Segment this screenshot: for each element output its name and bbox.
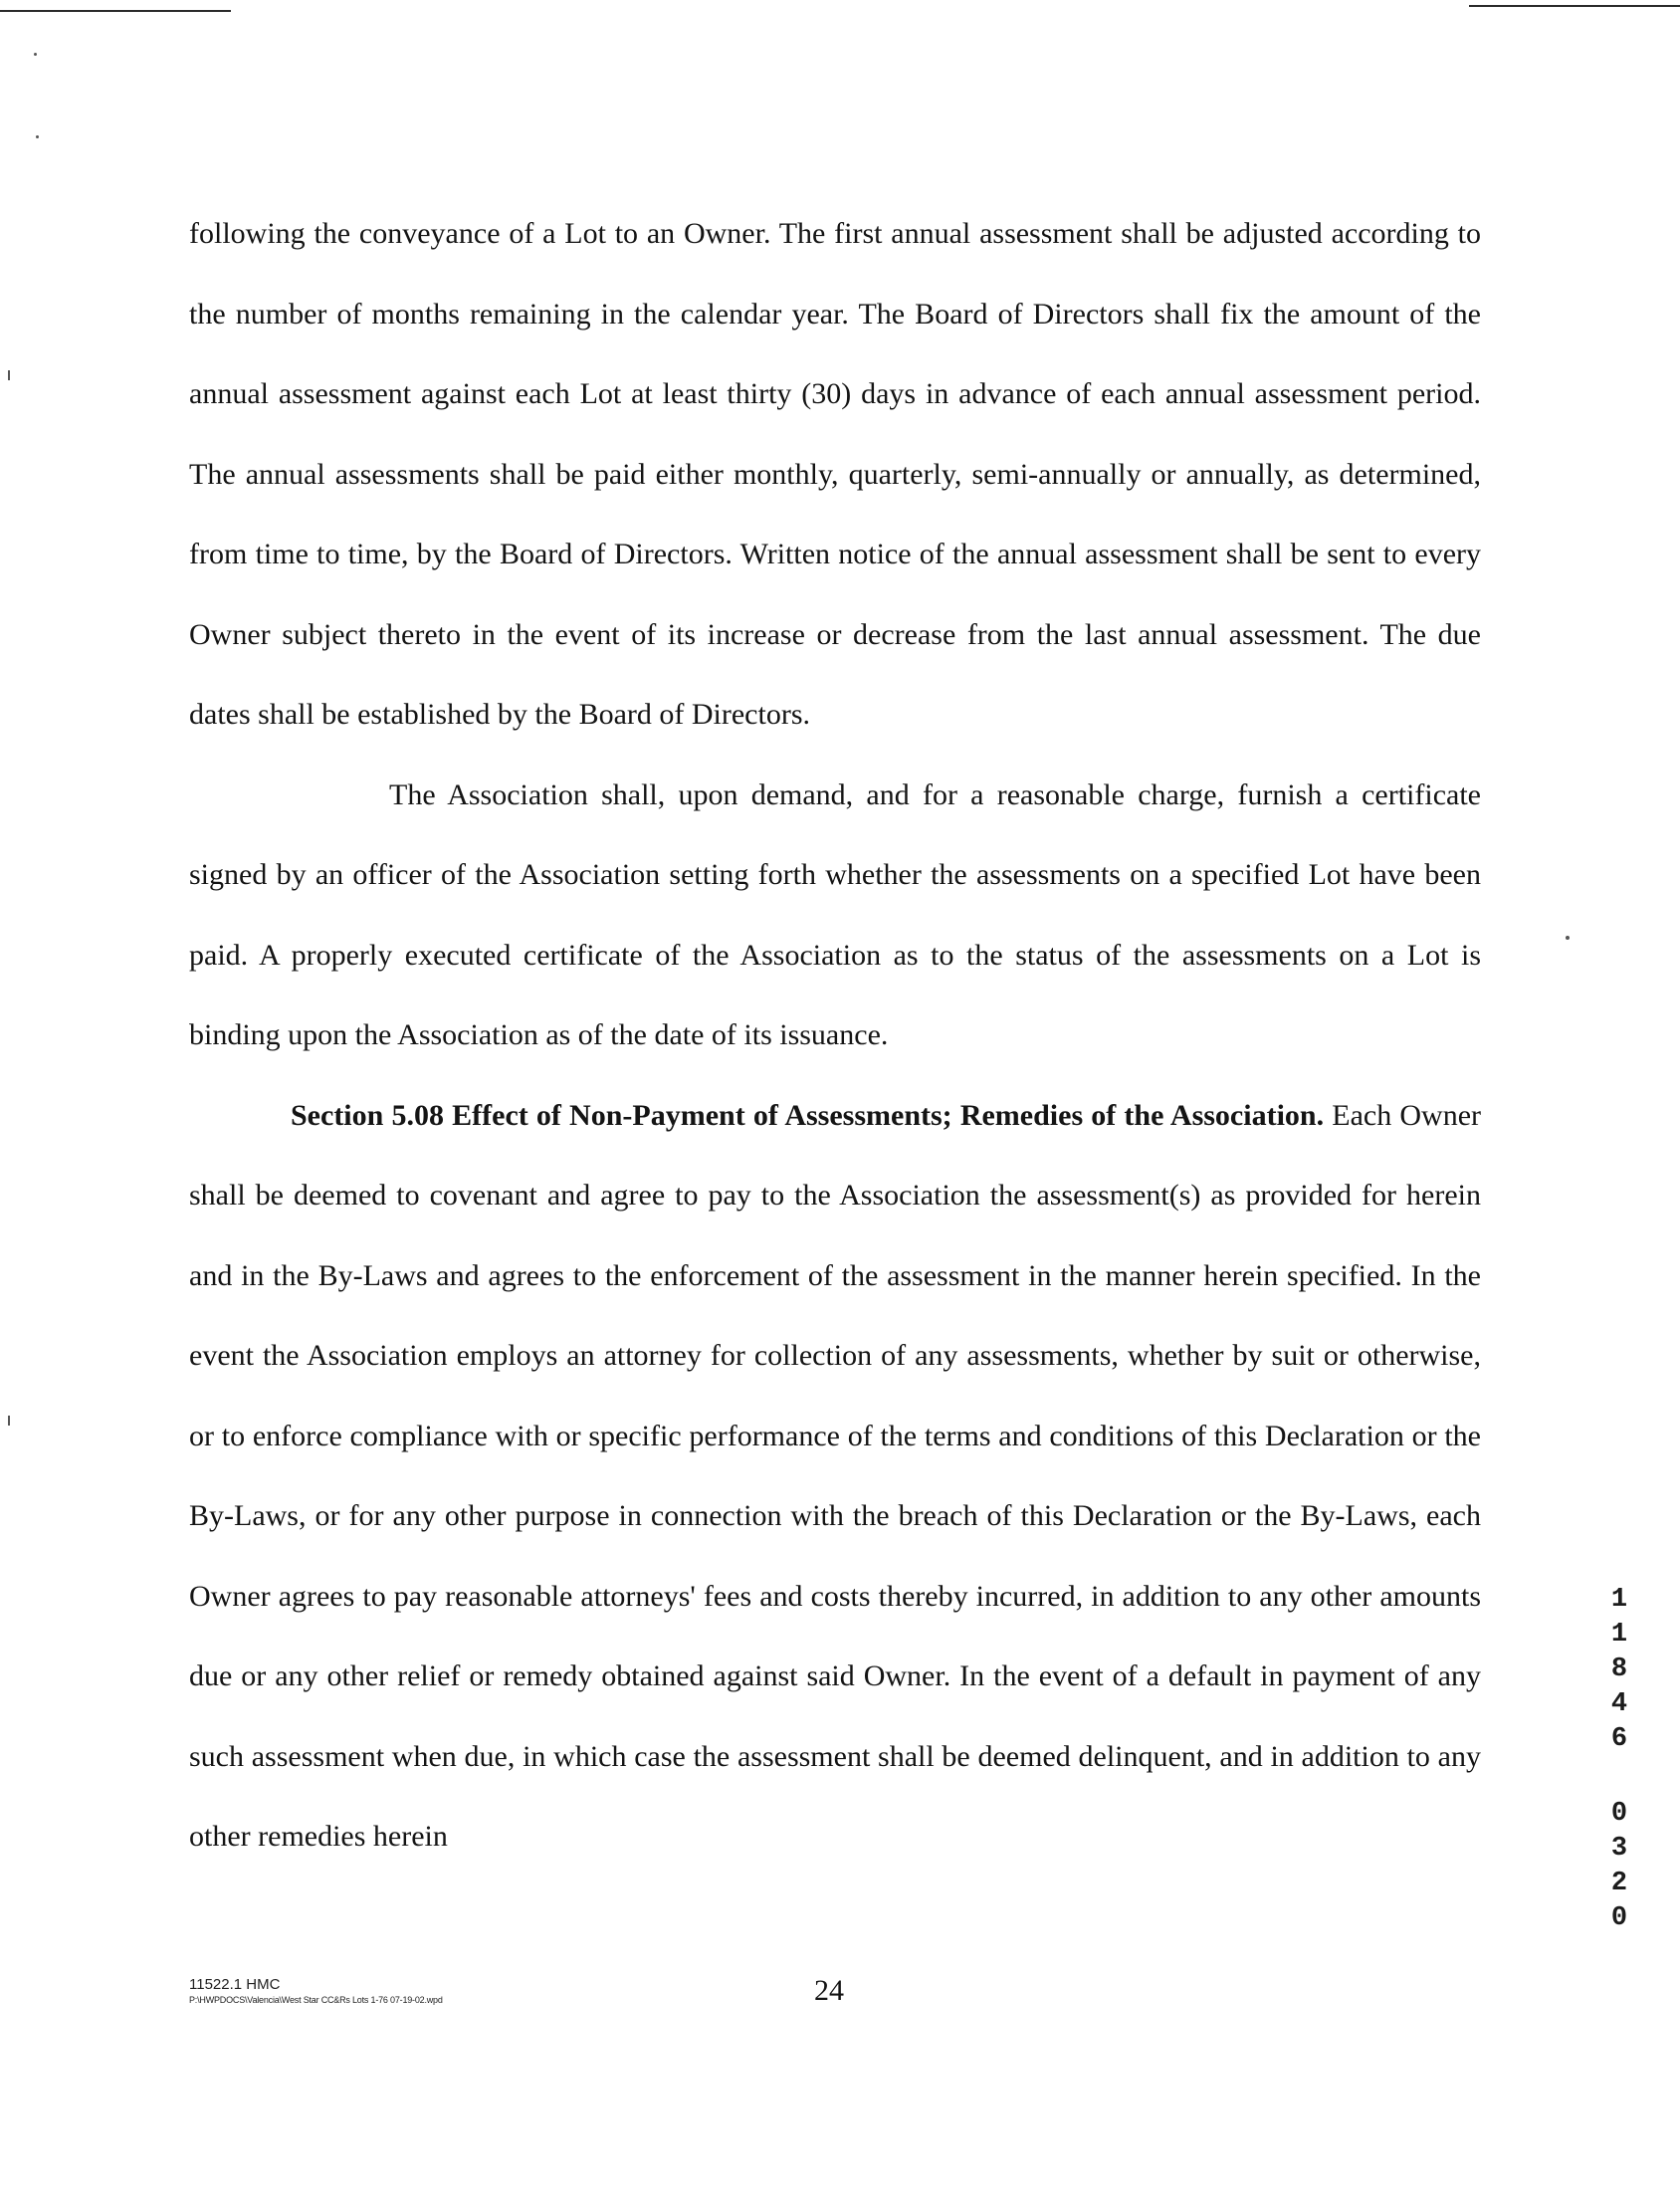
stamp-digit: 2: [1610, 1869, 1628, 1898]
stamp-digit: 8: [1610, 1655, 1628, 1684]
document-body: [189, 194, 1481, 1878]
stamp-digit: 0: [1610, 1799, 1628, 1829]
stamp-digit: 4: [1610, 1689, 1628, 1719]
paragraph-non-payment: Each Owner shall be deemed to covenant and agree to pay to the Association the assessment(s) as provided for herein and in the By-Laws and agrees to the enforcement of the assessment in the manner herein specified. In the event the Association employs an attorney for collection of any assessments, whether by suit or otherwise, or to enforce compliance with or specific performance of the terms and conditions of this Declaration or the By-Laws, or for any other purpose in connection with the breach of this Declaration or the By-Laws, each Owner agrees to pay reasonable attorneys' fees and costs thereby incurred, in addition to any other amounts due or any other relief or remedy obtained against said Owner. In the event of a default in payment of any such assessment when due, in which case the assessment shall be deemed delinquent, and in addition to any other remedies herein: [189, 1098, 1481, 1853]
section-heading: Section 5.08 Effect of Non-Payment of Assessments; Remedies of the Association.: [291, 1098, 1325, 1132]
scan-speck: [34, 53, 37, 56]
scan-speck: [8, 370, 10, 380]
page-number: 24: [814, 1974, 844, 2007]
stamp-digit: 6: [1610, 1724, 1628, 1754]
paragraph-certificate: The Association shall, upon demand, and for a reasonable charge, furnish a certificate signed by an officer of the Association setting forth whether the assessments on a specified Lot have been paid. A properly executed certificate of the Association as to the status of the assessments on a Lot is binding upon the Association as of the date of its issuance.: [189, 777, 1481, 1051]
recording-number-stamp: [1604, 1583, 1634, 1936]
paragraph-annual-assessment: following the conveyance of a Lot to an Owner. The first annual assessment shall be adjusted according to the number of months remaining in the calendar year. The Board of Directors shall fix the amount of the annual assessment against each Lot at least thirty (30) days in advance of each annual assessment period. The annual assessments shall be paid either monthly, quarterly, semi-annually or annually, as determined, from time to time, by the Board of Directors. Written notice of the annual assessment shall be sent to every Owner subject thereto in the event of its increase or decrease from the last annual assessment. The due dates shall be established by the Board of Directors.: [189, 217, 1481, 731]
footer-document-info: [189, 1976, 443, 2006]
footer-doc-id: 11522.1 HMC: [189, 1976, 281, 1993]
stamp-digit: 0: [1610, 1903, 1628, 1933]
scan-speck: [8, 1416, 10, 1426]
section-5-08: [189, 1076, 1481, 1878]
scan-speck: [36, 135, 39, 138]
footer-file-path: P:\HWPDOCS\Valencia\West Star CC&Rs Lots 1-76 07-19-02.wpd: [189, 1995, 443, 2005]
scan-speck: [1566, 936, 1570, 940]
stamp-digit: 1: [1610, 1585, 1628, 1615]
top-left-rule: [0, 10, 231, 12]
stamp-digit: 3: [1610, 1834, 1628, 1864]
stamp-digit: 1: [1610, 1620, 1628, 1650]
top-right-rule: [1469, 5, 1680, 7]
stamp-gap: [1604, 1757, 1634, 1797]
